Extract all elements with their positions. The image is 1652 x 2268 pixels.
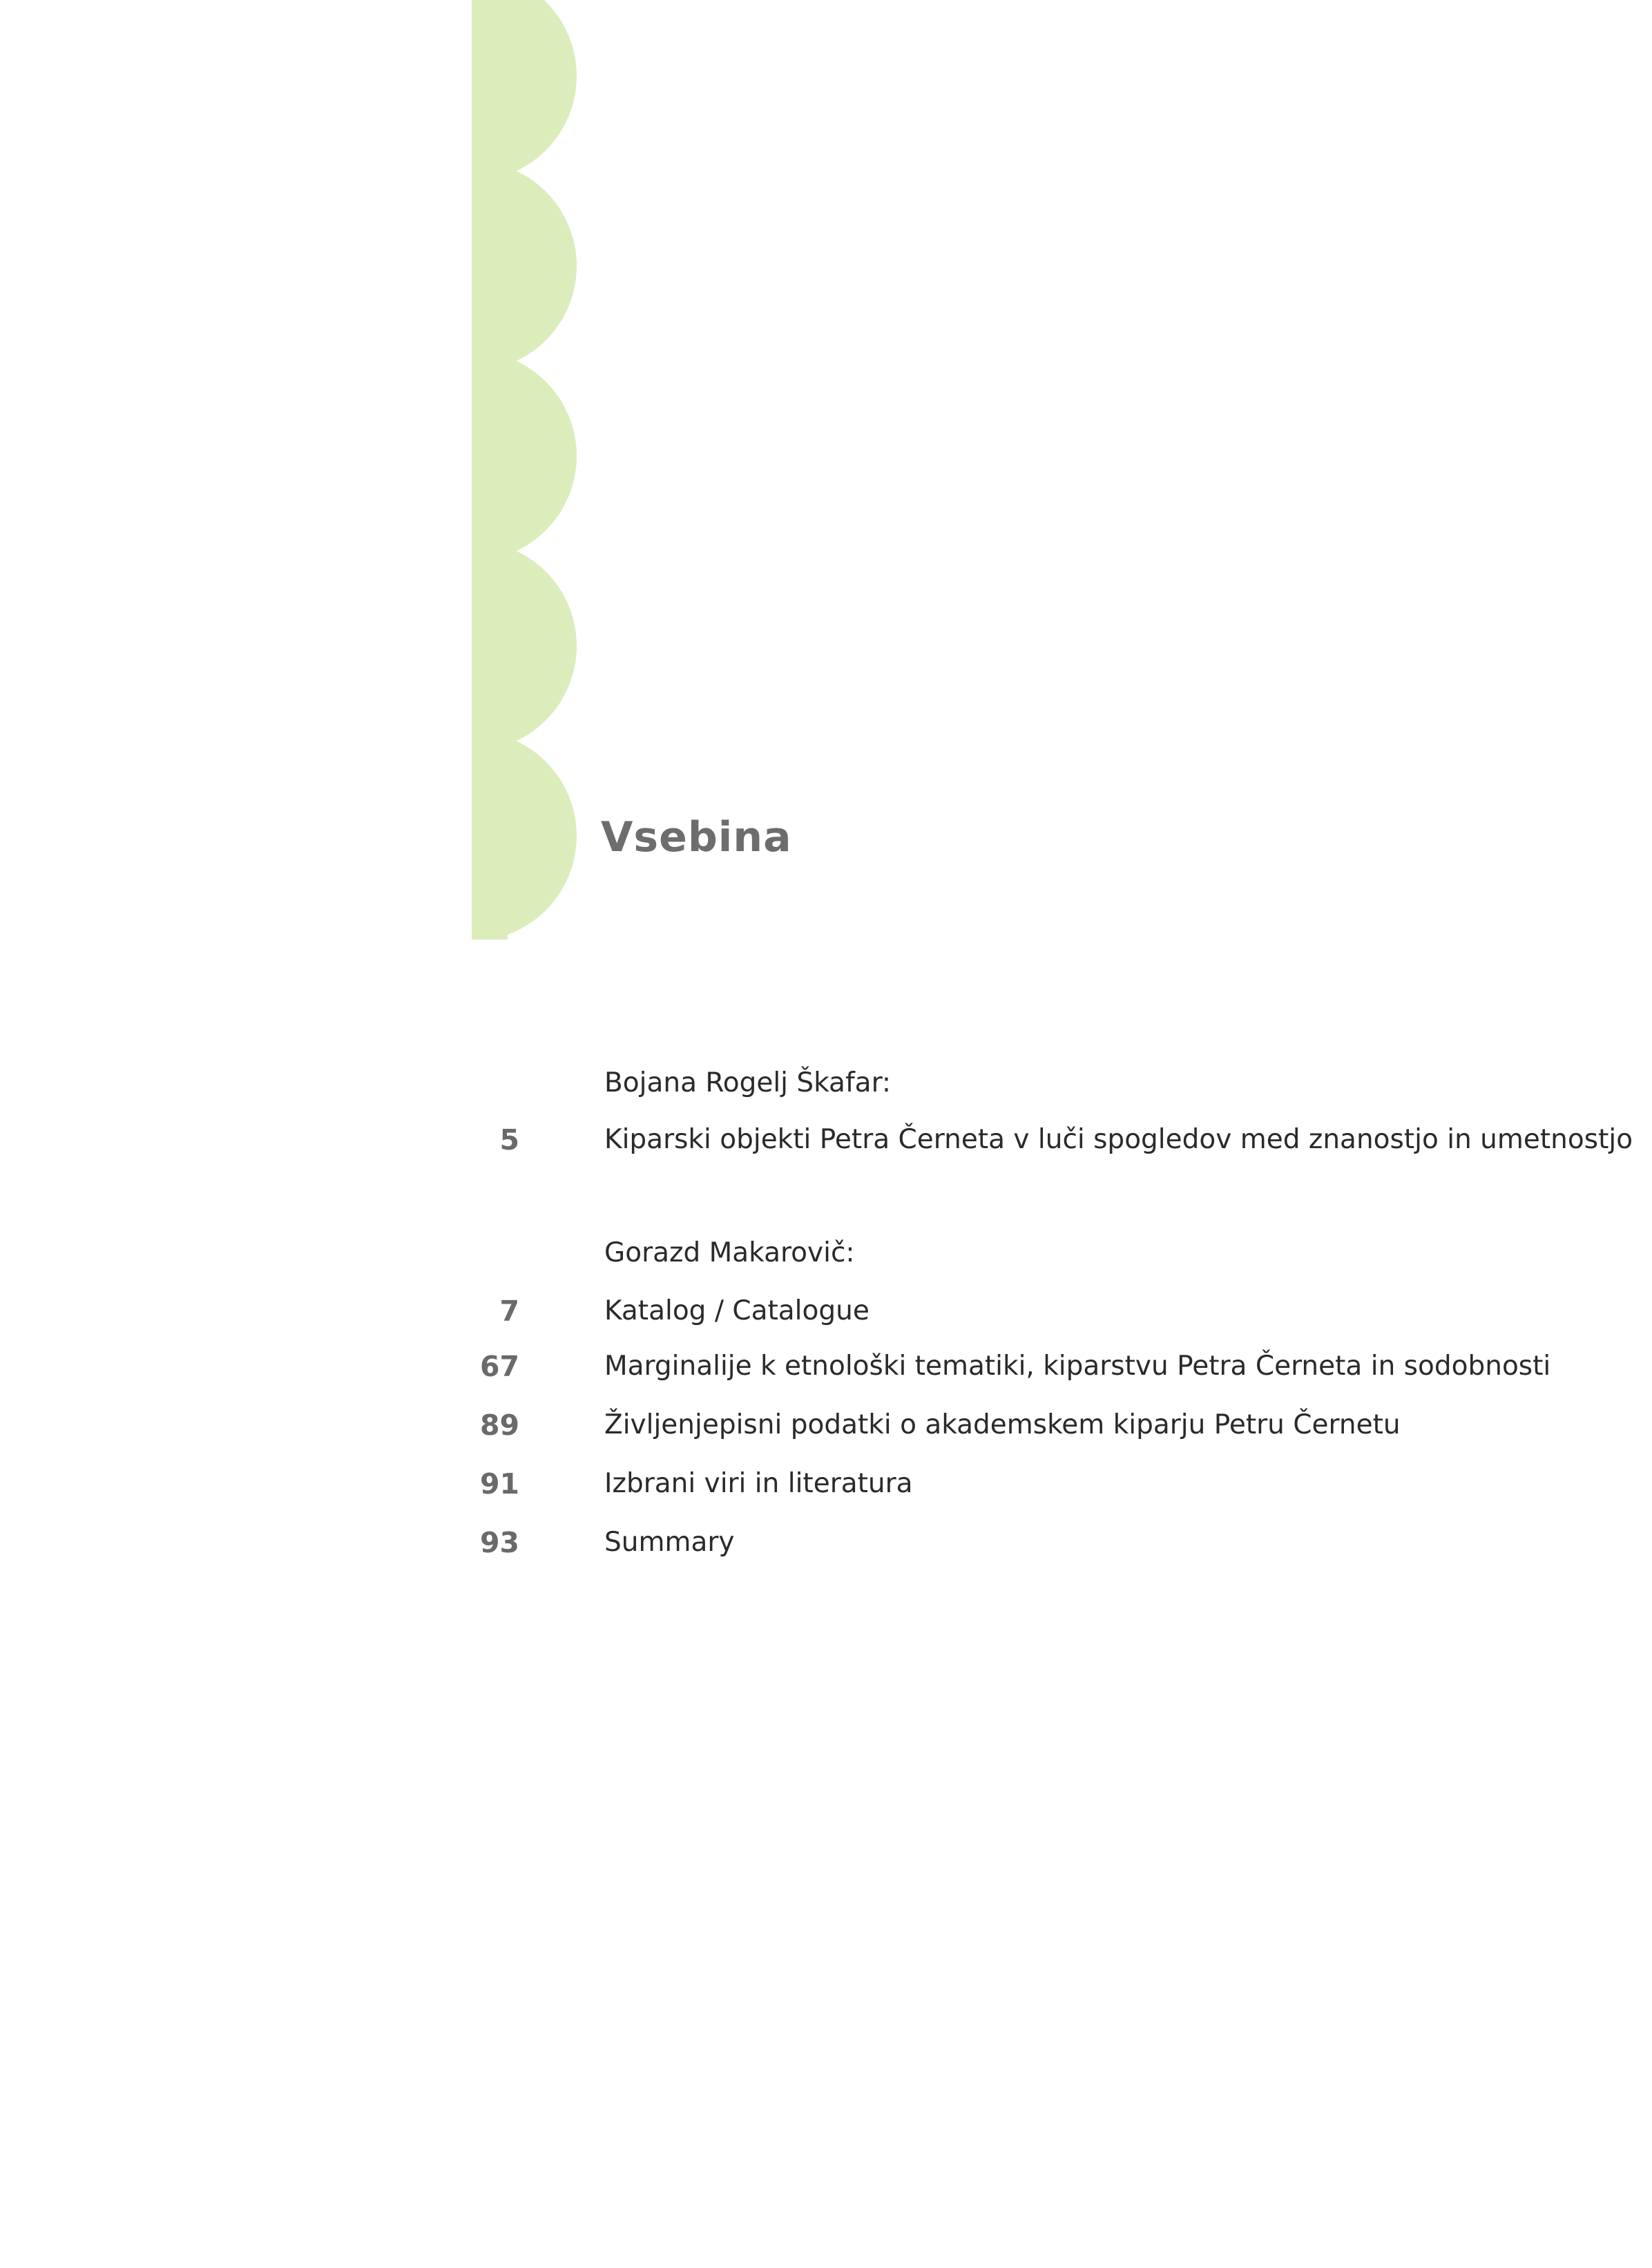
page-title: Vsebina xyxy=(601,813,792,861)
entry-title: Življenjepisni podatki o akademskem kiparju Petru Černetu xyxy=(604,1409,1401,1440)
entry-title: Summary xyxy=(604,1527,735,1558)
section-author xyxy=(0,1057,1652,1109)
toc-entry[interactable] xyxy=(0,1516,1652,1569)
toc-entry[interactable] xyxy=(0,1458,1652,1510)
page-number: 7 xyxy=(499,1295,519,1328)
toc-entry[interactable] xyxy=(0,1340,1652,1393)
entry-title: Katalog / Catalogue xyxy=(604,1295,870,1326)
toc-entry[interactable] xyxy=(0,1285,1652,1337)
page-number: 5 xyxy=(499,1123,519,1156)
page-number: 91 xyxy=(479,1467,519,1500)
toc-entry[interactable] xyxy=(0,1114,1652,1166)
entry-title: Kiparski objekti Petra Černeta v luči spogledov med znanostjo in umetnostjo xyxy=(604,1124,1633,1155)
section-author xyxy=(0,1227,1652,1279)
page-number: 89 xyxy=(479,1409,519,1442)
author-name: Bojana Rogelj Škafar: xyxy=(604,1067,892,1098)
entry-title: Izbrani viri in literatura xyxy=(604,1468,913,1499)
entry-title: Marginalije k etnološki tematiki, kiparstvu Petra Černeta in sodobnosti xyxy=(604,1351,1551,1382)
toc-entry[interactable] xyxy=(0,1399,1652,1451)
page-number: 67 xyxy=(479,1350,519,1383)
page-number: 93 xyxy=(479,1526,519,1559)
author-name: Gorazd Makarovič: xyxy=(604,1237,855,1268)
